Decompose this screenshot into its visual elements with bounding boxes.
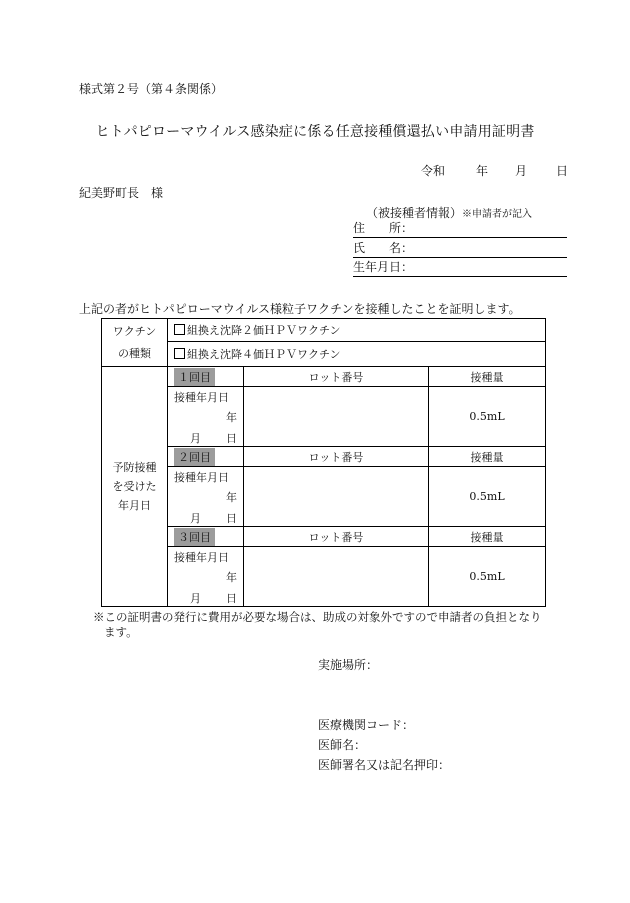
amount-header: 接種量	[429, 447, 546, 467]
name-field[interactable]	[353, 240, 567, 258]
dose-3-year[interactable]: 年	[168, 567, 244, 587]
form-number: 様式第２号（第４条関係）	[79, 82, 224, 96]
vaccine-type-label: ワクチン の種類	[102, 319, 168, 367]
document-title: ヒトパピローマウイルス感染症に係る任意接種償還払い申請用証明書	[95, 124, 535, 140]
dose-2-month-day[interactable]	[168, 507, 244, 527]
dose-3-amount: 0.5mL	[429, 547, 546, 607]
amount-header: 接種量	[429, 367, 546, 387]
certificate-table	[101, 318, 546, 607]
lot-number-header: ロット番号	[244, 447, 429, 467]
certification-statement: 上記の者がヒトパピローマウイルス様粒子ワクチンを接種したことを証明します。	[79, 302, 521, 316]
lot-number-header: ロット番号	[244, 367, 429, 387]
vaccination-date-caption: 接種年月日	[168, 387, 244, 407]
date-era: 令和	[421, 164, 446, 178]
dose-1-year[interactable]: 年	[168, 407, 244, 427]
doctor-name-label: 医師名：	[318, 738, 367, 752]
institution-code-label: 医療機関コード：	[318, 718, 415, 732]
fee-note-line-1: ※この証明書の発行に費用が必要な場合は、助成の対象外ですので申請者の負担となり	[93, 610, 542, 624]
dose-1-label: １回目	[168, 367, 244, 387]
fee-note-line-2: ます。	[104, 625, 138, 639]
dose-1-lot-number[interactable]	[244, 387, 429, 447]
birthdate-label: 生年月日：	[353, 260, 414, 274]
dose-2-lot-number[interactable]	[244, 467, 429, 527]
vaccination-date-caption: 接種年月日	[168, 467, 244, 487]
dose-3-lot-number[interactable]	[244, 547, 429, 607]
day-label: 日	[226, 511, 237, 525]
month-label: 月	[190, 431, 201, 445]
vaccination-date-label: 予防接種 を受けた 年月日	[102, 367, 168, 607]
vaccine-option-4-valent[interactable]: 組換え沈降４価ＨＰＶワクチン	[168, 342, 546, 367]
day-label: 日	[226, 591, 237, 605]
fee-note	[93, 610, 542, 640]
address-field[interactable]	[353, 220, 567, 238]
dose-3-label: ３回目	[168, 527, 244, 547]
amount-header: 接種量	[429, 527, 546, 547]
vaccine-option-2-valent[interactable]: 組換え沈降２価ＨＰＶワクチン	[168, 319, 546, 342]
doctor-signature-label: 医師署名又は記名押印：	[318, 758, 451, 772]
dose-1-month-day[interactable]	[168, 427, 244, 447]
address-label: 住 所：	[353, 221, 414, 235]
date-day: 日	[556, 164, 569, 178]
dose-3-month-day[interactable]	[168, 587, 244, 607]
applicant-info-note: ※申請者が記入	[462, 209, 533, 220]
vaccination-date-caption: 接種年月日	[168, 547, 244, 567]
facility-label: 実施場所：	[318, 658, 379, 672]
name-label: 氏 名：	[353, 241, 414, 255]
month-label: 月	[190, 591, 201, 605]
checkbox-icon[interactable]	[174, 324, 185, 335]
dose-2-amount: 0.5mL	[429, 467, 546, 527]
applicant-info-title: （被接種者情報）	[366, 206, 463, 220]
month-label: 月	[190, 511, 201, 525]
checkbox-icon[interactable]	[174, 348, 185, 359]
day-label: 日	[226, 431, 237, 445]
dose-2-label: ２回目	[168, 447, 244, 467]
dose-1-amount: 0.5mL	[429, 387, 546, 447]
addressee: 紀美野町長 様	[79, 186, 164, 200]
birthdate-field[interactable]	[353, 259, 567, 277]
dose-2-year[interactable]: 年	[168, 487, 244, 507]
date-month: 月	[515, 164, 528, 178]
lot-number-header: ロット番号	[244, 527, 429, 547]
date-year: 年	[476, 164, 489, 178]
